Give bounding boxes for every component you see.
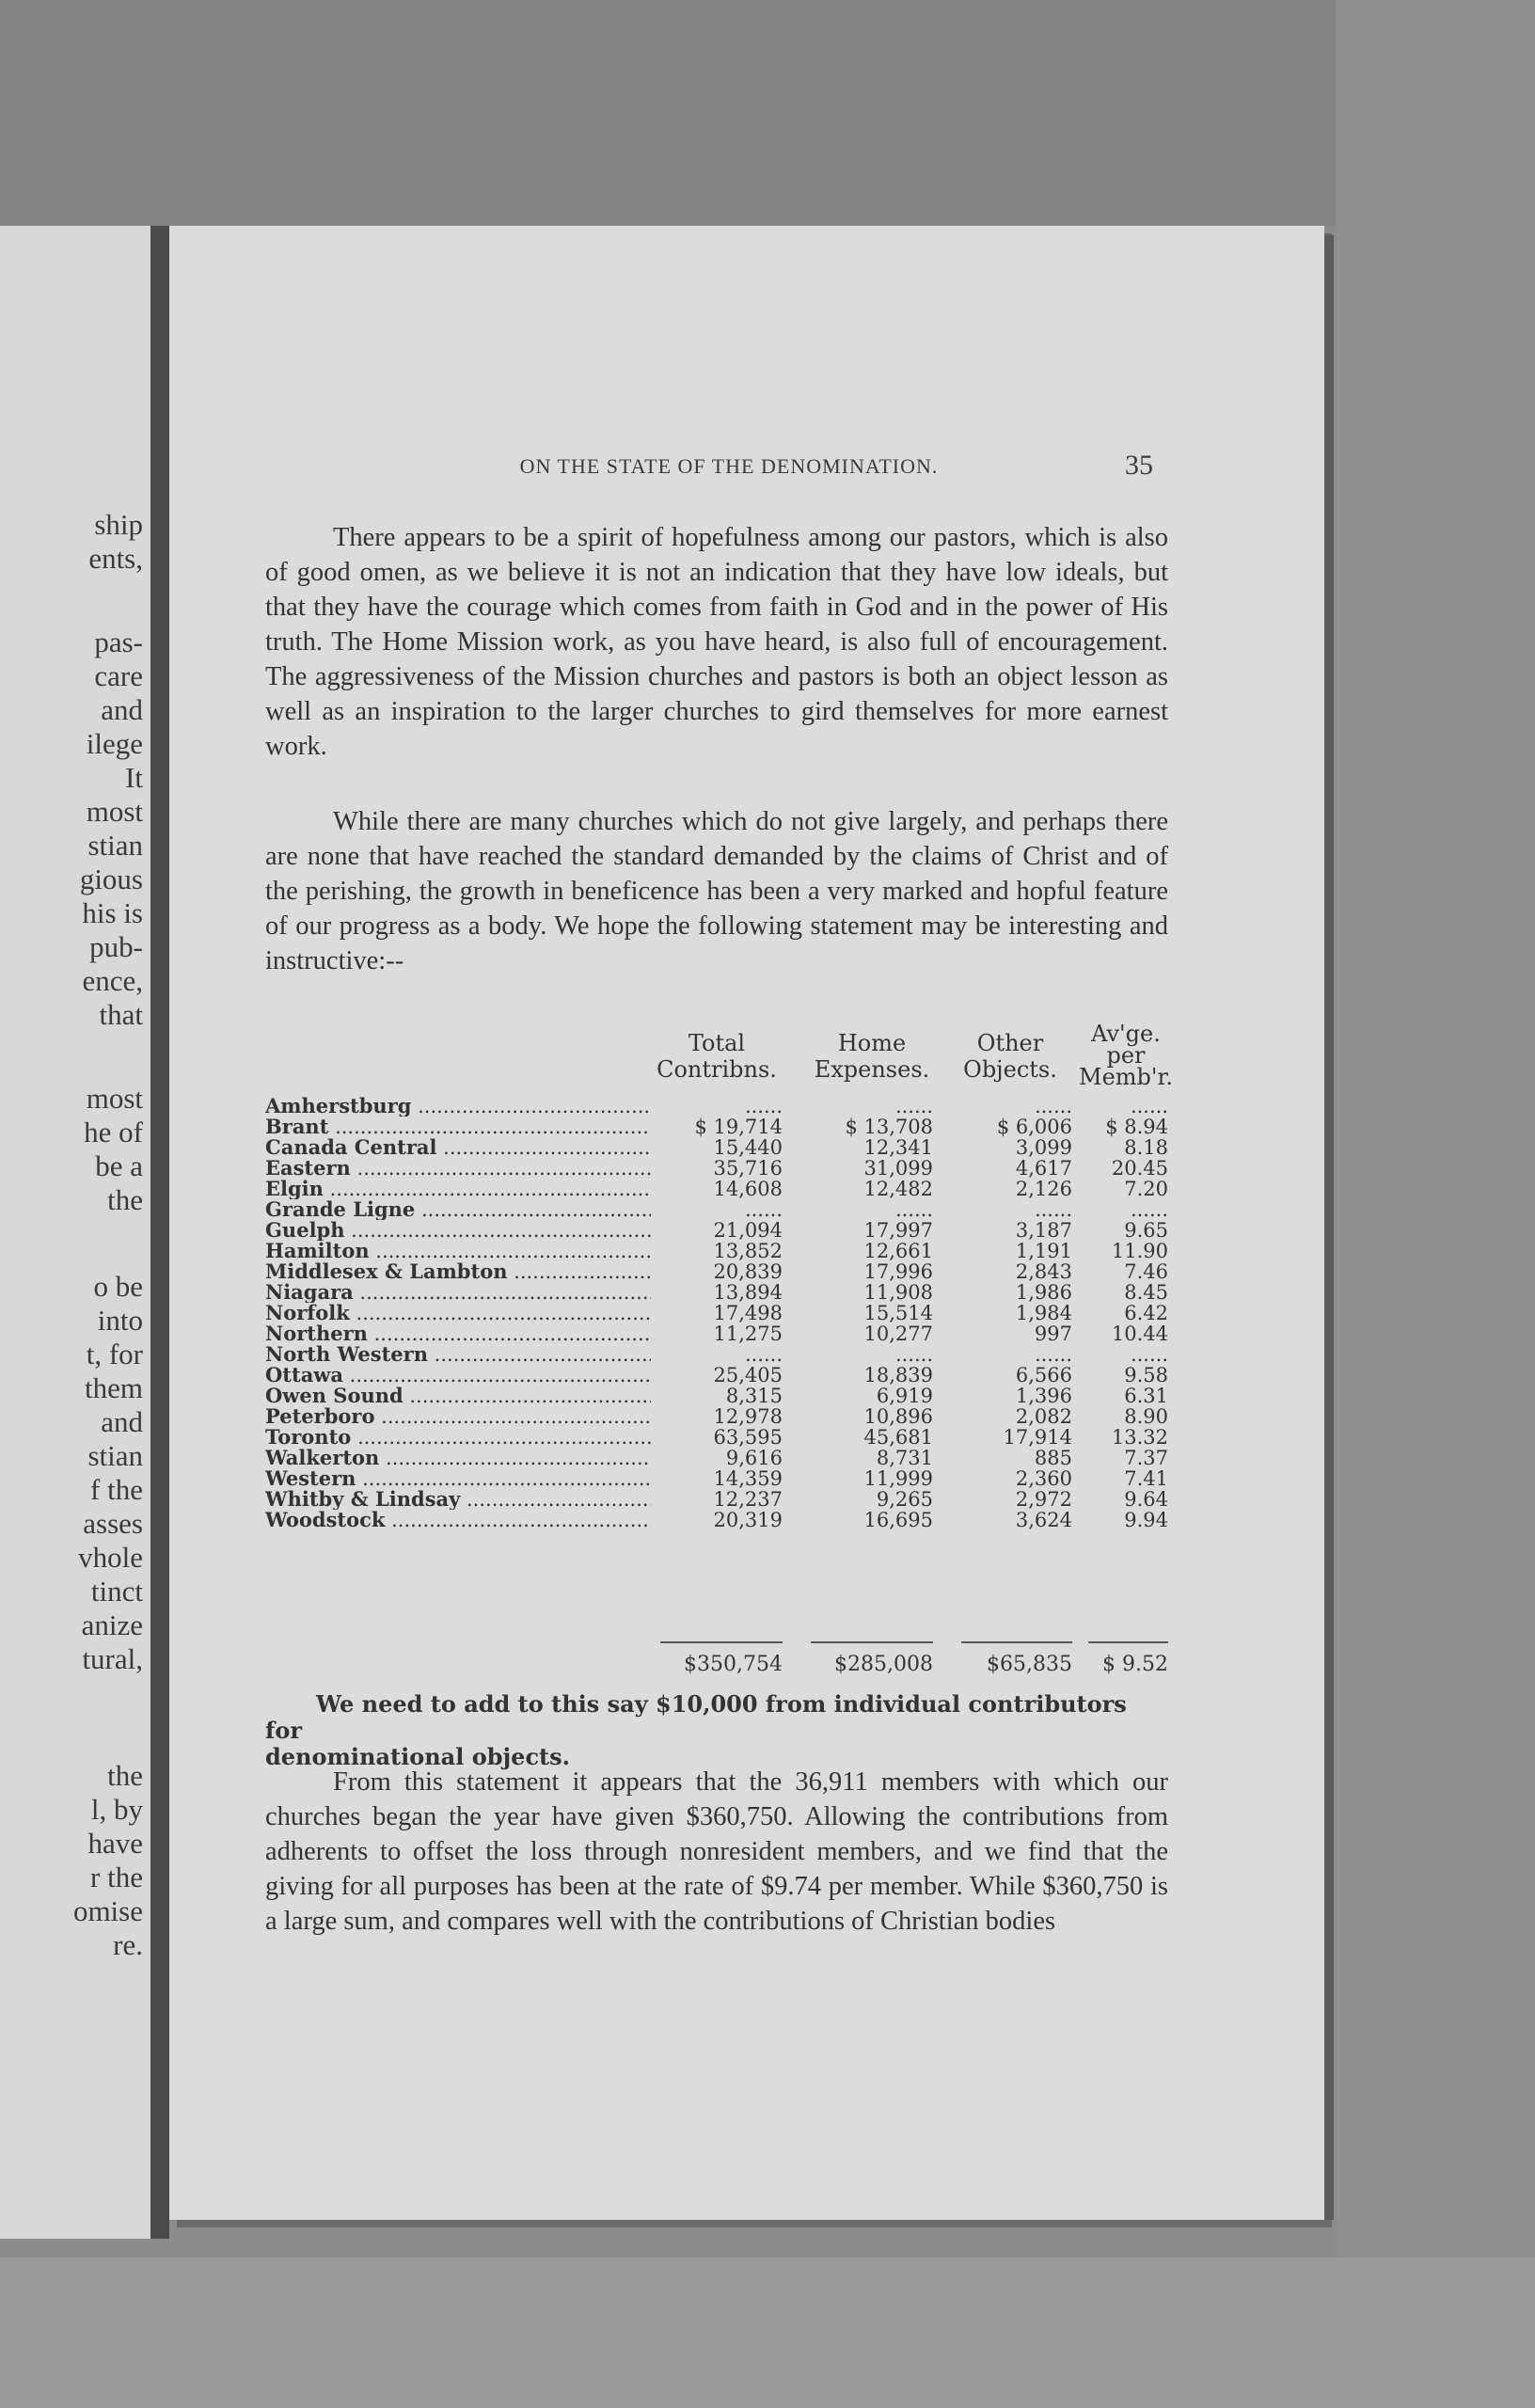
table-row: Peterboro ..... 12,978 10,896 2,082 8.90 [265, 1406, 1170, 1427]
left-fragment: It [125, 761, 143, 794]
table-row: Ottawa ..... 25,405 18,839 6,566 9.58 [265, 1365, 1170, 1386]
total-rule [811, 1641, 933, 1643]
left-fragment: f the [90, 1473, 143, 1506]
running-head: ON THE STATE OF THE DENOMINATION. [519, 454, 939, 478]
page-edge-shadow [1324, 235, 1334, 2220]
table-row: Elgin ..... 14,608 12,482 2,126 7.20 [265, 1179, 1170, 1199]
left-fragment: care [94, 659, 143, 692]
left-fragment: them [85, 1371, 143, 1404]
table-row: Woodstock ..... 20,319 16,695 3,624 9.94 [265, 1510, 1170, 1530]
left-fragment: o be [93, 1270, 143, 1303]
left-fragment: r the [90, 1861, 143, 1893]
left-fragment: be a [95, 1149, 143, 1182]
left-fragment: tinct [90, 1575, 143, 1608]
left-fragment: gious [79, 863, 143, 895]
table-row: Walkerton ..... 9,616 8,731 885 7.37 [265, 1448, 1170, 1468]
table-row: Western ..... 14,359 11,999 2,360 7.41 [265, 1468, 1170, 1489]
left-facing-page [0, 226, 150, 2239]
total-other-objects: $65,835 [987, 1653, 1072, 1676]
paragraph-beneficence [265, 804, 1168, 978]
left-fragment: asses [83, 1507, 143, 1540]
table-row: North Western ..... ...... ...... ...... ...... [265, 1344, 1170, 1365]
left-fragment: anize [81, 1608, 143, 1641]
scan-background-right [1336, 0, 1535, 2408]
total-contributions: $350,754 [684, 1653, 783, 1676]
left-fragment: ship [94, 508, 143, 541]
left-fragment: into [97, 1304, 143, 1337]
left-fragment: have [87, 1827, 143, 1860]
table-row: Middlesex & Lambton ..... 20,839 17,996 2,843 7.46 [265, 1261, 1170, 1282]
left-fragment: stian [87, 829, 143, 862]
left-fragment: pub- [89, 930, 143, 963]
left-fragment: he of [84, 1116, 143, 1149]
table-row: Owen Sound ..... 8,315 6,919 1,396 6.31 [265, 1386, 1170, 1406]
paragraph-statement [265, 1765, 1168, 1939]
table-row: Whitby & Lindsay ..... 12,237 9,265 2,972 9.64 [265, 1489, 1170, 1510]
left-fragment: and [101, 693, 143, 726]
scan-background-top [0, 0, 1535, 226]
left-fragment: tural, [82, 1642, 143, 1675]
left-fragment: ents, [88, 542, 143, 575]
left-fragment: and [101, 1405, 143, 1438]
left-fragment: pas- [94, 626, 143, 658]
paragraph-hopefulness [265, 520, 1168, 764]
header-total: Total Contribns. [657, 1030, 777, 1083]
table-row: Norfolk ..... 17,498 15,514 1,984 6.42 [265, 1303, 1170, 1323]
table-row: Niagara ..... 13,894 11,908 1,986 8.45 [265, 1282, 1170, 1303]
header-home: Home Expenses. [814, 1030, 930, 1083]
table-row: Eastern ..... 35,716 31,099 4,617 20.45 [265, 1158, 1170, 1179]
paragraph-text: There appears to be a spirit of hopefulness among our pastors, which is also of good omen, as we believe it is not an indication that they have low ideals, but that they have the courage which comes from faith in God and in the power of His truth. The Home Mission work, as you have heard, is also full of encouragement. The aggressiveness of the Mission churches and pastors is both an object lesson as well as an inspiration to the larger churches to gird themselves for more earnest work. [265, 523, 1168, 761]
total-rule [660, 1641, 783, 1643]
left-fragment: ence, [82, 964, 143, 997]
left-fragment: most [86, 795, 143, 828]
left-fragment: vhole [78, 1541, 143, 1574]
total-average: $ 9.52 [1102, 1653, 1168, 1676]
header-other: Other Objects. [963, 1030, 1057, 1083]
left-fragment: ilege [86, 727, 143, 760]
left-fragment: omise [72, 1894, 143, 1927]
table-row: Canada Central ..... 15,440 12,341 3,099 8.18 [265, 1137, 1170, 1158]
table-row: Hamilton ..... 13,852 12,661 1,191 11.90 [265, 1241, 1170, 1261]
table-row: Brant ..... $ 19,714 $ 13,708 $ 6,006 $ 8.94 [265, 1117, 1170, 1137]
page-number: 35 [1125, 450, 1153, 481]
scan-background-bottom [0, 2258, 1535, 2408]
left-fragment: the [107, 1183, 143, 1216]
header-average: Av'ge. per Memb'r. [1079, 1021, 1173, 1090]
book-gutter [150, 226, 169, 2239]
paragraph-text: While there are many churches which do not give largely, and perhaps there are none that have reached the standard demanded by the claims of Christ and of the perishing, the growth in beneficence has been a very marked and hopful feature of our progress as a body. We hope the following statement may be interesting and instructive:-- [265, 807, 1168, 975]
left-fragment: that [99, 998, 143, 1031]
left-fragment: t, for [86, 1338, 143, 1370]
left-fragment: stian [87, 1439, 143, 1472]
total-rule [961, 1641, 1072, 1643]
left-fragment: re. [113, 1928, 143, 1961]
table-row: Toronto ..... 63,595 45,681 17,914 13.32 [265, 1427, 1170, 1448]
table-row: Amherstburg ..... ...... ...... ...... ...... [265, 1096, 1170, 1117]
left-fragment: the [107, 1759, 143, 1792]
table-row: Grande Ligne ..... ...... ...... ...... ...... [265, 1199, 1170, 1220]
left-fragment: l, by [90, 1793, 143, 1826]
totals-row [265, 1653, 1170, 1677]
left-fragment: his is [82, 896, 143, 929]
table-row: Guelph ..... 21,094 17,997 3,187 9.65 [265, 1220, 1170, 1241]
total-home-expenses: $285,008 [834, 1653, 933, 1676]
table-row: Northern ..... 11,275 10,277 997 10.44 [265, 1323, 1170, 1344]
left-fragment: most [86, 1082, 143, 1115]
paragraph-text: From this statement it appears that the 36,911 members with which our churches began the year have given $360,750. Allowing the contributions from adherents to offset the loss through nonresident members, and we find that the giving for all purposes has been at the rate of $9.74 per member. While $360,750 is a large sum, and compares well with the contributions of Christian bodies [265, 1767, 1168, 1936]
total-rule [1088, 1641, 1168, 1643]
table-footnote: We need to add to this say $10,000 from individual contributors for denominational objects. [265, 1690, 1127, 1770]
